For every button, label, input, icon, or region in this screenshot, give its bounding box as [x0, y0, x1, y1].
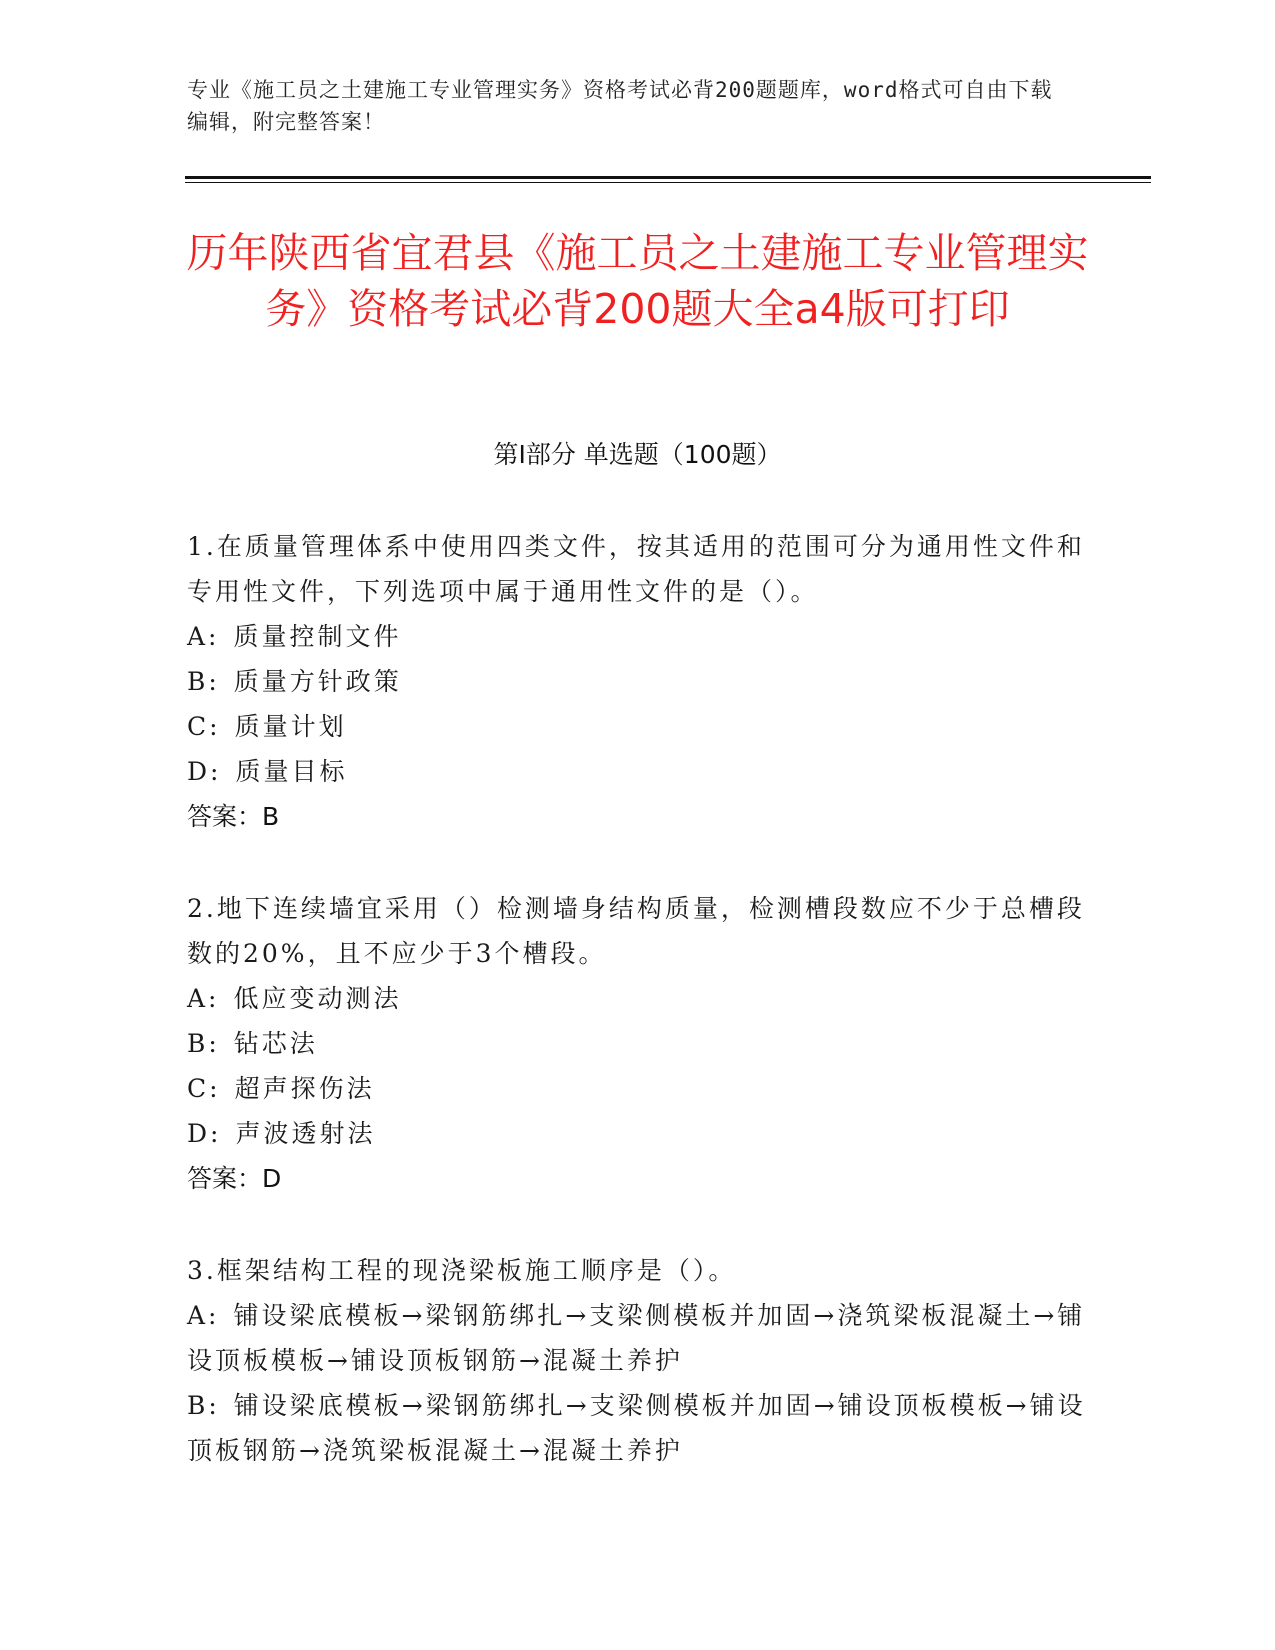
option-d	[187, 749, 1087, 794]
header-divider-thick	[185, 176, 1151, 179]
option-letter: B:	[187, 1029, 220, 1058]
header-note: 专业《施工员之土建施工专业管理实务》资格考试必背200题题库，word格式可自由下载编辑，附完整答案！	[187, 78, 1053, 134]
answer-line: 答案：B	[187, 802, 280, 831]
option-b	[187, 1383, 1087, 1473]
document-title: 历年陕西省宜君县《施工员之土建施工专业管理实务》资格考试必背200题大全a4版可打印	[186, 229, 1089, 333]
option-c	[187, 1066, 1087, 1111]
question-stem: 3.框架结构工程的现浇梁板施工顺序是（）。	[187, 1256, 737, 1285]
option-text: 质量方针政策	[233, 667, 402, 696]
option-text: 质量控制文件	[233, 622, 402, 651]
option-letter: B:	[187, 1391, 220, 1420]
option-d	[187, 1111, 1087, 1156]
option-text: 质量计划	[234, 712, 347, 741]
option-a	[187, 1293, 1087, 1383]
option-c	[187, 704, 1087, 749]
option-letter: B:	[187, 667, 220, 696]
option-text: 铺设梁底模板→梁钢筋绑扎→支梁侧模板并加固→铺设顶板模板→铺设顶板钢筋→浇筑梁板混凝土→混凝土养护	[187, 1391, 1086, 1465]
option-letter: A:	[187, 1301, 220, 1330]
option-text: 低应变动测法	[233, 984, 402, 1013]
option-letter: C:	[187, 712, 221, 741]
answer-line: 答案：D	[187, 1164, 282, 1193]
option-letter: D:	[187, 1119, 222, 1148]
header-divider-thin	[185, 182, 1151, 183]
option-text: 铺设梁底模板→梁钢筋绑扎→支梁侧模板并加固→浇筑梁板混凝土→铺设顶板模板→铺设顶板钢筋→混凝土养护	[187, 1301, 1086, 1375]
option-b	[187, 1021, 1087, 1066]
question-stem: 2.地下连续墙宜采用（）检测墙身结构质量，检测槽段数应不少于总槽段数的20%，且不应少于3个槽段。	[187, 894, 1085, 968]
question-3	[187, 1248, 1087, 1473]
option-a	[187, 614, 1087, 659]
question-2	[187, 886, 1087, 1201]
option-text: 超声探伤法	[234, 1074, 375, 1103]
option-letter: D:	[187, 757, 222, 786]
option-text: 质量目标	[235, 757, 348, 786]
question-stem: 1.在质量管理体系中使用四类文件，按其适用的范围可分为通用性文件和专用性文件，下列选项中属于通用性文件的是（）。	[187, 532, 1085, 606]
option-b	[187, 659, 1087, 704]
option-letter: A:	[187, 984, 220, 1013]
section-title: 第I部分 单选题（100题）	[493, 440, 782, 469]
option-letter: C:	[187, 1074, 221, 1103]
option-text: 声波透射法	[235, 1119, 376, 1148]
option-letter: A:	[187, 622, 220, 651]
question-1	[187, 524, 1087, 839]
option-a	[187, 976, 1087, 1021]
option-text: 钻芯法	[233, 1029, 318, 1058]
